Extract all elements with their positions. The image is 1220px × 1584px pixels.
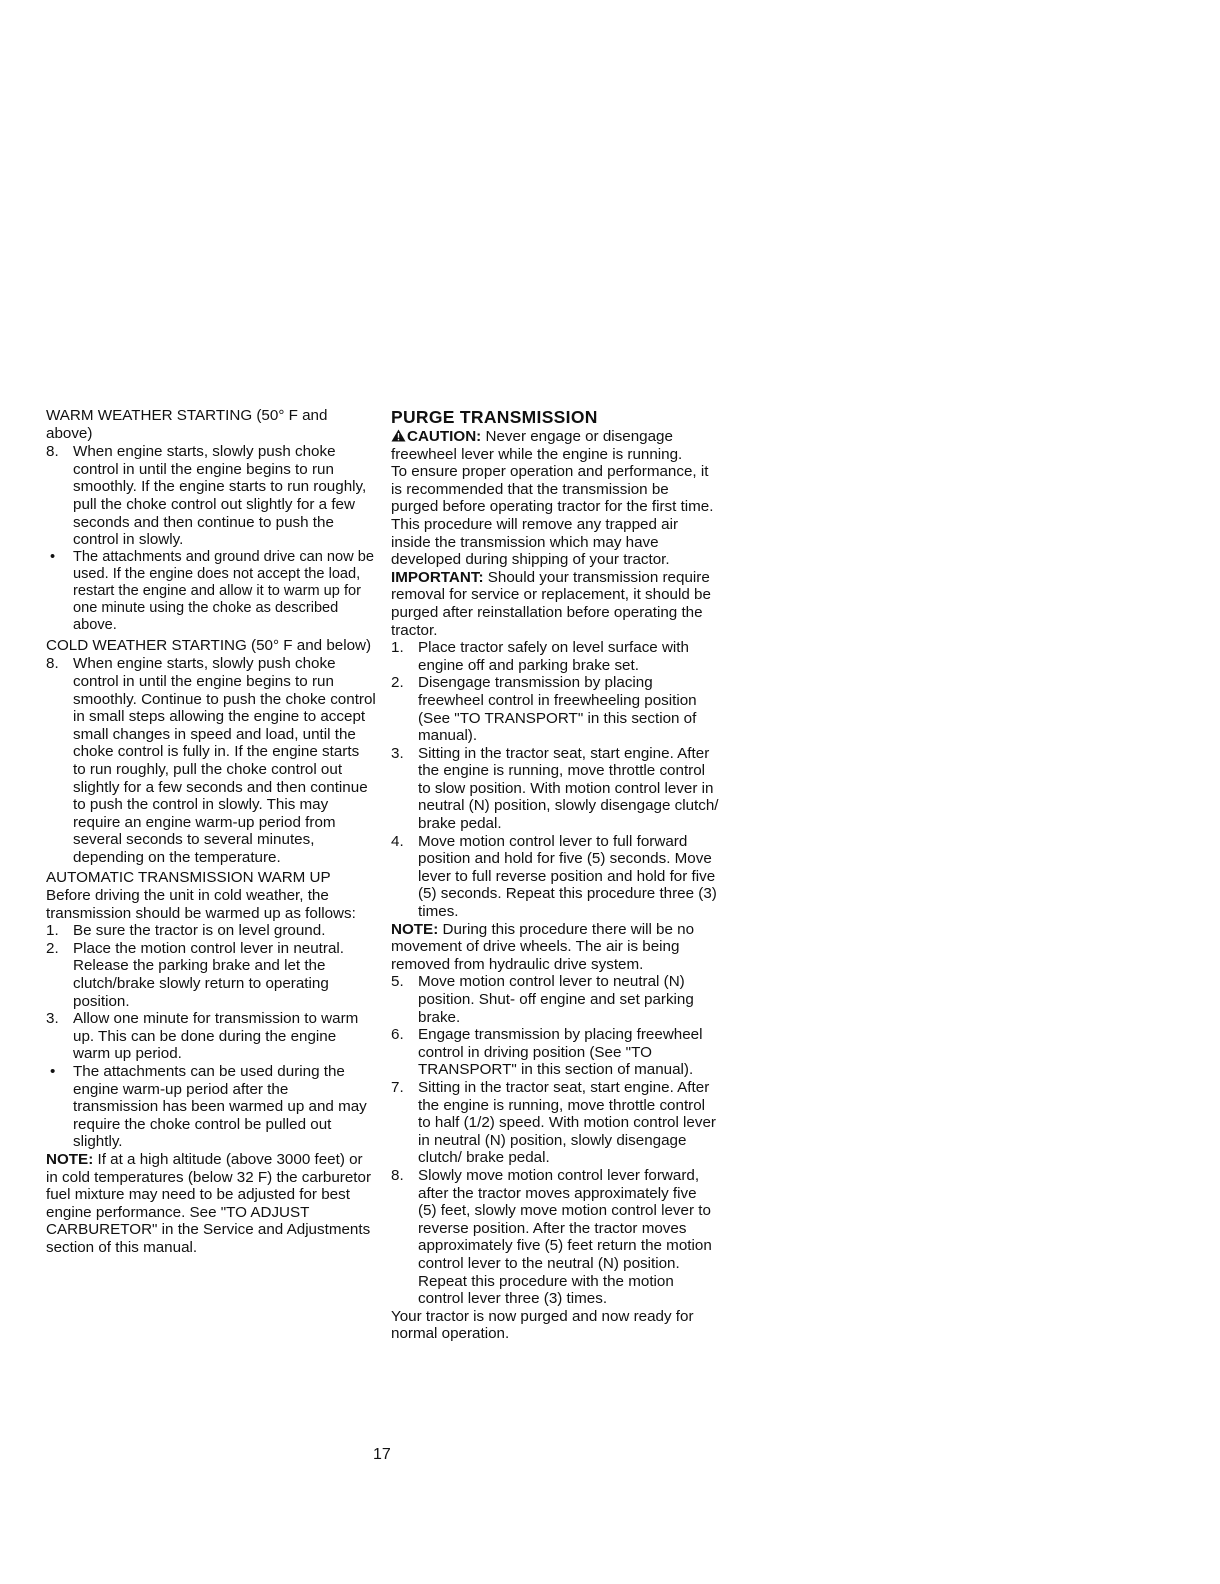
note-text: If at a high altitude (above 3000 feet) or in cold temperatures (below 32 F) the carburetor fuel mixture may need to be adjusted for best engine performance. See "TO ADJUST CARBURETOR" in the Service and Adjustments section of this manual. <box>46 1150 371 1256</box>
auto-transmission-intro: Before driving the unit in cold weather, the transmission should be warmed up as follows: <box>46 887 356 922</box>
cold-weather-step <box>46 655 376 866</box>
caution-text: Never engage or disengage freewheel lever while the engine is running. <box>391 428 683 463</box>
step-number: 7. <box>391 1078 404 1096</box>
step-text: Be sure the tractor is on level ground. <box>73 922 326 940</box>
cold-weather-heading: COLD WEATHER STARTING (50° F and below) <box>46 636 372 654</box>
bullet-marker: • <box>50 548 56 565</box>
caution-notice <box>391 428 719 463</box>
step-number: 8. <box>391 1166 404 1184</box>
step-number: 5. <box>391 973 404 991</box>
step-text: Place tractor safely on level surface with engine off and parking brake set. <box>418 639 689 674</box>
step-text: Engage transmission by placing freewheel control in driving position (See "TO TRANSPORT" in this section of manual). <box>418 1026 703 1079</box>
step-text: Allow one minute for transmission to warm up. This can be done during the engine warm up period. <box>73 1010 359 1063</box>
list-item <box>391 1167 719 1308</box>
step-number: 1. <box>46 922 59 940</box>
step-number: 4. <box>391 832 404 850</box>
step-text: Place the motion control lever in neutral. Release the parking brake and let the clutch/brake slowly return to operating position. <box>73 939 344 1010</box>
step-text: Sitting in the tractor seat, start engine. After the engine is running, move throttle control to half (1/2) speed. With motion control lever in neutral (N) position, slowly disengage clutch/ brake pedal. <box>418 1078 716 1167</box>
warm-weather-heading: WARM WEATHER STARTING (50° F and above) <box>46 407 328 442</box>
list-item <box>46 940 376 1010</box>
purge-note <box>391 921 719 974</box>
bullet-marker: • <box>50 1063 56 1080</box>
list-item <box>391 639 719 674</box>
list-item <box>391 973 719 1026</box>
important-label: IMPORTANT: <box>391 568 484 586</box>
purge-steps-second <box>391 973 719 1307</box>
list-item <box>391 1026 719 1079</box>
auto-transmission-heading: AUTOMATIC TRANSMISSION WARM UP <box>46 869 331 887</box>
caution-label: CAUTION: <box>407 428 482 445</box>
list-item <box>46 1010 376 1063</box>
step-text: When engine starts, slowly push choke control in until the engine begins to run smoothly. Continue to push the choke control in small steps allowing the engine to accept small changes in speed and load, until the choke control is fully in. If the engine starts to run roughly, pull the choke control out slightly for a few seconds and then continue to push the control in slowly. This may require an engine warm-up period from several seconds to several minutes, depending on the temperature. <box>73 655 376 866</box>
closing-text: Your tractor is now purged and now ready for normal operation. <box>391 1307 694 1343</box>
step-text: Sitting in the tractor seat, start engine. After the engine is running, move throttle control to slow position. With motion control lever in neutral (N) position, slowly disengage clutch/ brake pedal. <box>418 744 719 833</box>
auto-transmission-bullet <box>46 1063 376 1151</box>
list-item <box>391 674 719 744</box>
step-text: When engine starts, slowly push choke control in until the engine begins to run smoothly. If the engine starts to run roughly, pull the choke control out slightly for a few seconds and then continue to push the control in slowly. <box>73 443 367 549</box>
step-number: 1. <box>391 639 404 657</box>
step-text: Disengage transmission by placing freewheel control in freewheeling position (See "TO TRANSPORT" in this section of manual). <box>418 674 697 745</box>
list-item <box>46 922 376 940</box>
purge-steps-first <box>391 639 719 921</box>
purge-intro: To ensure proper operation and performance, it is recommended that the transmission be purged before operating tractor for the first time. This procedure will remove any trapped air inside the transmission which may have developed during shipping of your tractor. <box>391 463 714 569</box>
step-number: 2. <box>46 939 59 957</box>
step-number: 3. <box>391 744 404 762</box>
step-text: Slowly move motion control lever forward, after the tractor moves approximately five (5) feet, slowly move motion control lever to reverse position. After the tractor moves approximately five (5) feet return the motion control lever to the neutral (N) position. Repeat this procedure with the motion control lever three (3) times. <box>418 1166 712 1308</box>
note-label: NOTE: <box>46 1150 94 1168</box>
warm-weather-bullet <box>46 549 376 634</box>
step-text: Move motion control lever to neutral (N) position. Shut- off engine and set parking brake. <box>418 973 694 1026</box>
step-number: 8. <box>46 443 59 461</box>
step-number: 3. <box>46 1010 59 1028</box>
step-text: Move motion control lever to full forward position and hold for five (5) seconds. Move lever to full reverse position and hold for five (5) seconds. Repeat this procedure three (3) times. <box>418 832 717 921</box>
altitude-note <box>46 1151 376 1257</box>
left-column <box>46 407 376 1257</box>
step-number: 8. <box>46 655 59 673</box>
note-text: During this procedure there will be no movement of drive wheels. The air is being removed from hydraulic drive system. <box>391 920 695 973</box>
right-column <box>391 407 719 1343</box>
list-item <box>391 833 719 921</box>
list-item <box>391 1079 719 1167</box>
list-item <box>391 745 719 833</box>
important-text: Should your transmission require removal for service or replacement, it should be purged after reinstallation before operating the tractor. <box>391 568 711 639</box>
bullet-text: The attachments can be used during the engine warm-up period after the transmission has been warmed up and may require the choke control be pulled out slightly. <box>73 1063 367 1151</box>
note-label: NOTE: <box>391 920 439 938</box>
section-title: PURGE TRANSMISSION <box>391 407 598 427</box>
warning-triangle-icon <box>391 429 406 442</box>
step-number: 6. <box>391 1026 404 1044</box>
important-notice <box>391 569 719 639</box>
bullet-text: The attachments and ground drive can now be used. If the engine does not accept the load, restart the engine and allow it to warm up for one minute using the choke as described above. <box>73 548 374 633</box>
auto-transmission-steps <box>46 922 376 1063</box>
step-number: 2. <box>391 674 404 692</box>
warm-weather-step <box>46 443 376 549</box>
page-number: 17 <box>373 1446 391 1463</box>
